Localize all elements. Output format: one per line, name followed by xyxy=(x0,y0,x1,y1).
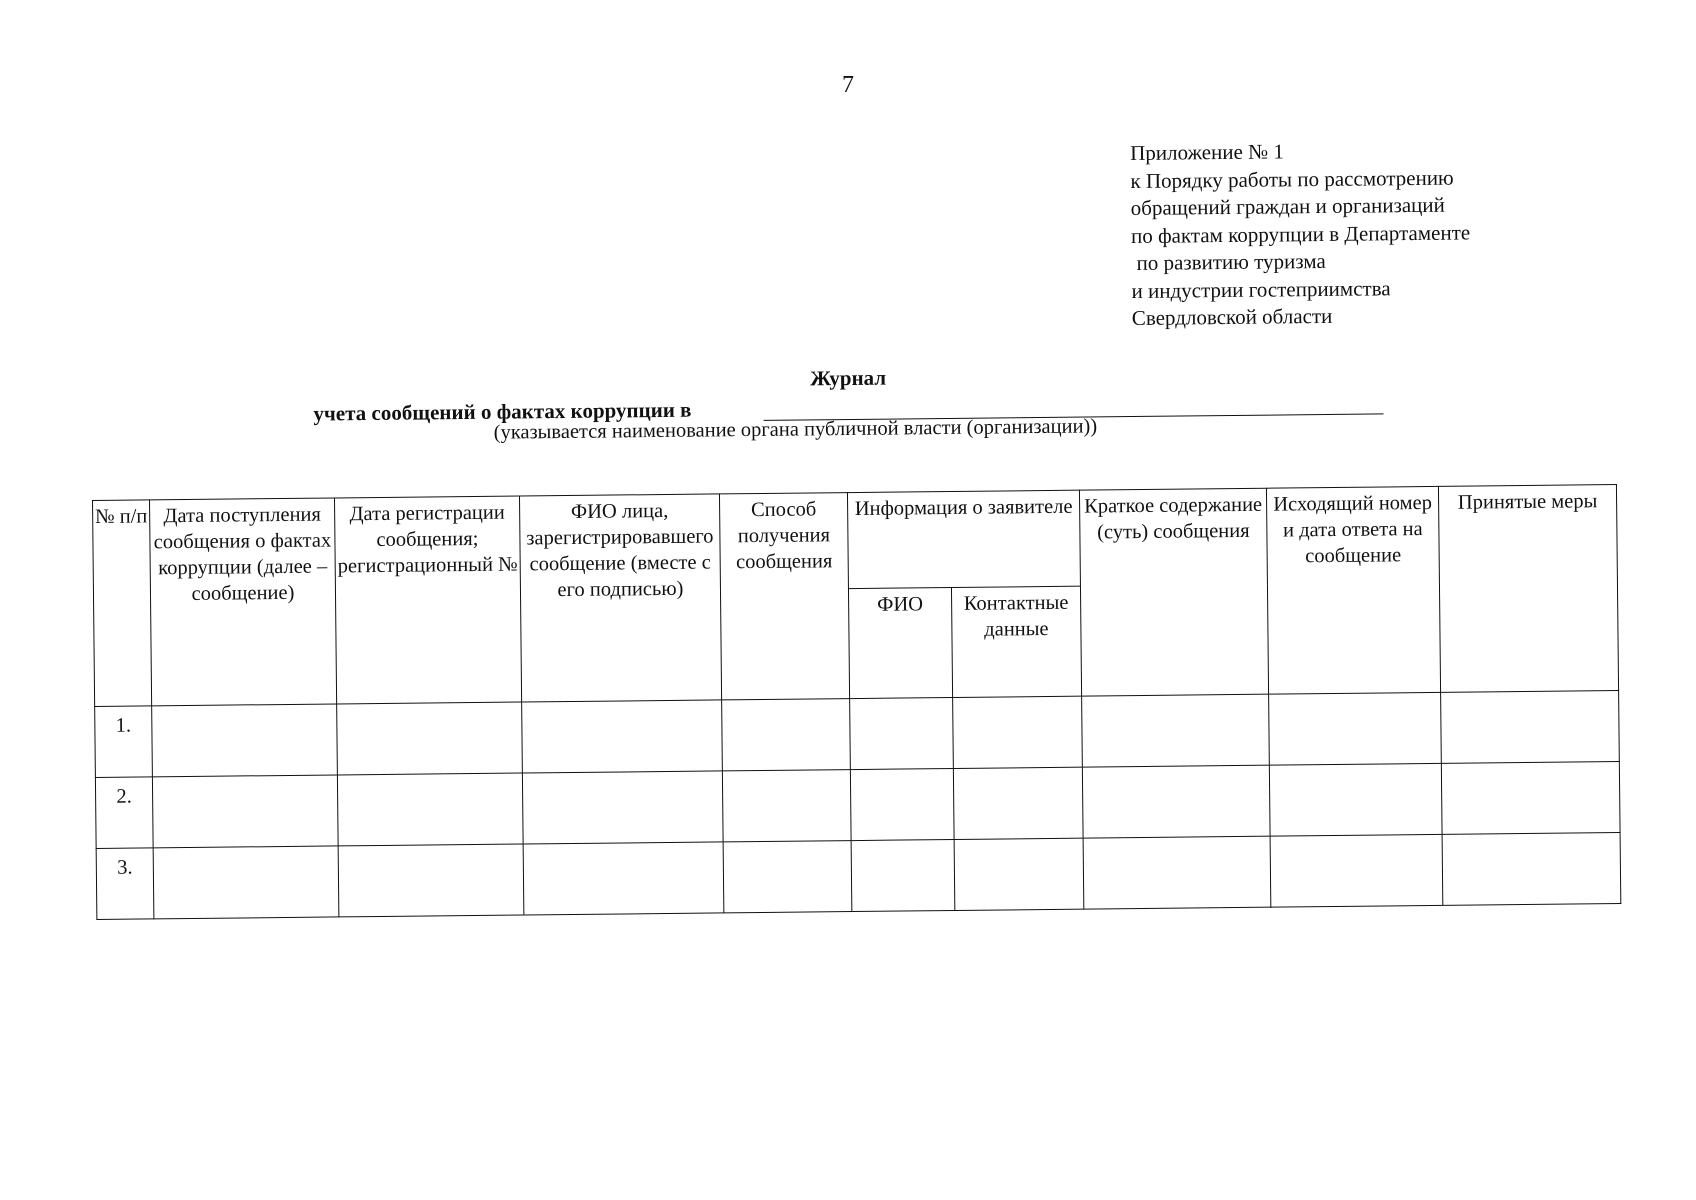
register-table xyxy=(92,484,1621,920)
table-cell[interactable] xyxy=(337,702,523,775)
header-applicant-name: ФИО xyxy=(848,588,952,699)
table-cell[interactable] xyxy=(1082,694,1270,767)
journal-subtitle: учета сообщений о фактах коррупции в xyxy=(313,397,692,426)
table-cell[interactable] xyxy=(1442,833,1621,906)
page-number: 7 xyxy=(842,72,854,98)
header-measures: Принятые меры xyxy=(1438,485,1618,693)
table-cell[interactable] xyxy=(851,839,955,911)
table-row xyxy=(96,833,1621,920)
journal-title: Журнал xyxy=(810,365,887,391)
table-cell[interactable] xyxy=(153,846,339,919)
journal-heading xyxy=(0,357,1696,444)
header-receipt-date: Дата поступления сообщения о фактах коррупции (далее – сообщение) xyxy=(150,498,337,706)
table-cell[interactable] xyxy=(1441,762,1620,835)
header-applicant-info: Информация о заявителе xyxy=(847,490,1080,588)
table-cell[interactable] xyxy=(152,704,338,777)
table-cell[interactable] xyxy=(1269,692,1442,765)
row-number: 3. xyxy=(96,848,154,920)
appendix-line: и индустрии гостеприимства xyxy=(1131,275,1391,303)
table-cell[interactable] xyxy=(1441,691,1620,764)
row-number: 1. xyxy=(95,706,153,778)
appendix-line: Свердловской области xyxy=(1131,303,1333,330)
table-cell[interactable] xyxy=(722,770,851,842)
table-cell[interactable] xyxy=(1270,834,1443,907)
header-method: Способ получения сообщения xyxy=(719,493,849,700)
table-cell[interactable] xyxy=(523,842,724,915)
appendix-line: обращений граждан и организаций xyxy=(1130,192,1445,220)
table-cell[interactable] xyxy=(850,697,954,769)
appendix-line: Приложение № 1 xyxy=(1130,139,1285,165)
header-applicant-contacts: Контактные данные xyxy=(951,586,1081,697)
table-cell[interactable] xyxy=(1269,763,1442,836)
table-cell[interactable] xyxy=(522,700,723,773)
table-cell[interactable] xyxy=(338,844,524,917)
appendix-line: по развитию туризма xyxy=(1131,248,1326,275)
appendix-block xyxy=(1130,136,1471,332)
table-cell[interactable] xyxy=(722,699,851,771)
table-cell[interactable] xyxy=(337,773,523,846)
table-cell[interactable] xyxy=(850,768,954,840)
header-outgoing: Исходящий номер и дата ответа на сообщение xyxy=(1266,486,1440,694)
header-registrar: ФИО лица, зарегистрировавшего сообщение (вместе с его подписью) xyxy=(519,494,721,702)
table-cell[interactable] xyxy=(953,696,1083,768)
appendix-line: к Порядку работы по рассмотрению xyxy=(1130,165,1454,193)
header-registration: Дата регистрации сообщения; регистрационный № xyxy=(334,496,521,704)
table-cell[interactable] xyxy=(152,775,338,848)
table-cell[interactable] xyxy=(1083,836,1271,909)
header-summary: Краткое содержание (суть) сообщения xyxy=(1079,488,1268,696)
table-cell[interactable] xyxy=(954,838,1084,910)
header-num: № п/п xyxy=(93,500,152,707)
row-number: 2. xyxy=(95,777,153,849)
table-cell[interactable] xyxy=(522,771,723,844)
table-cell[interactable] xyxy=(953,767,1083,839)
table-cell[interactable] xyxy=(723,841,852,913)
appendix-line: по фактам коррупции в Департаменте xyxy=(1130,219,1471,248)
table-cell[interactable] xyxy=(1082,765,1270,838)
journal-hint: (указывается наименование органа публичной власти (организации)) xyxy=(493,415,1098,444)
